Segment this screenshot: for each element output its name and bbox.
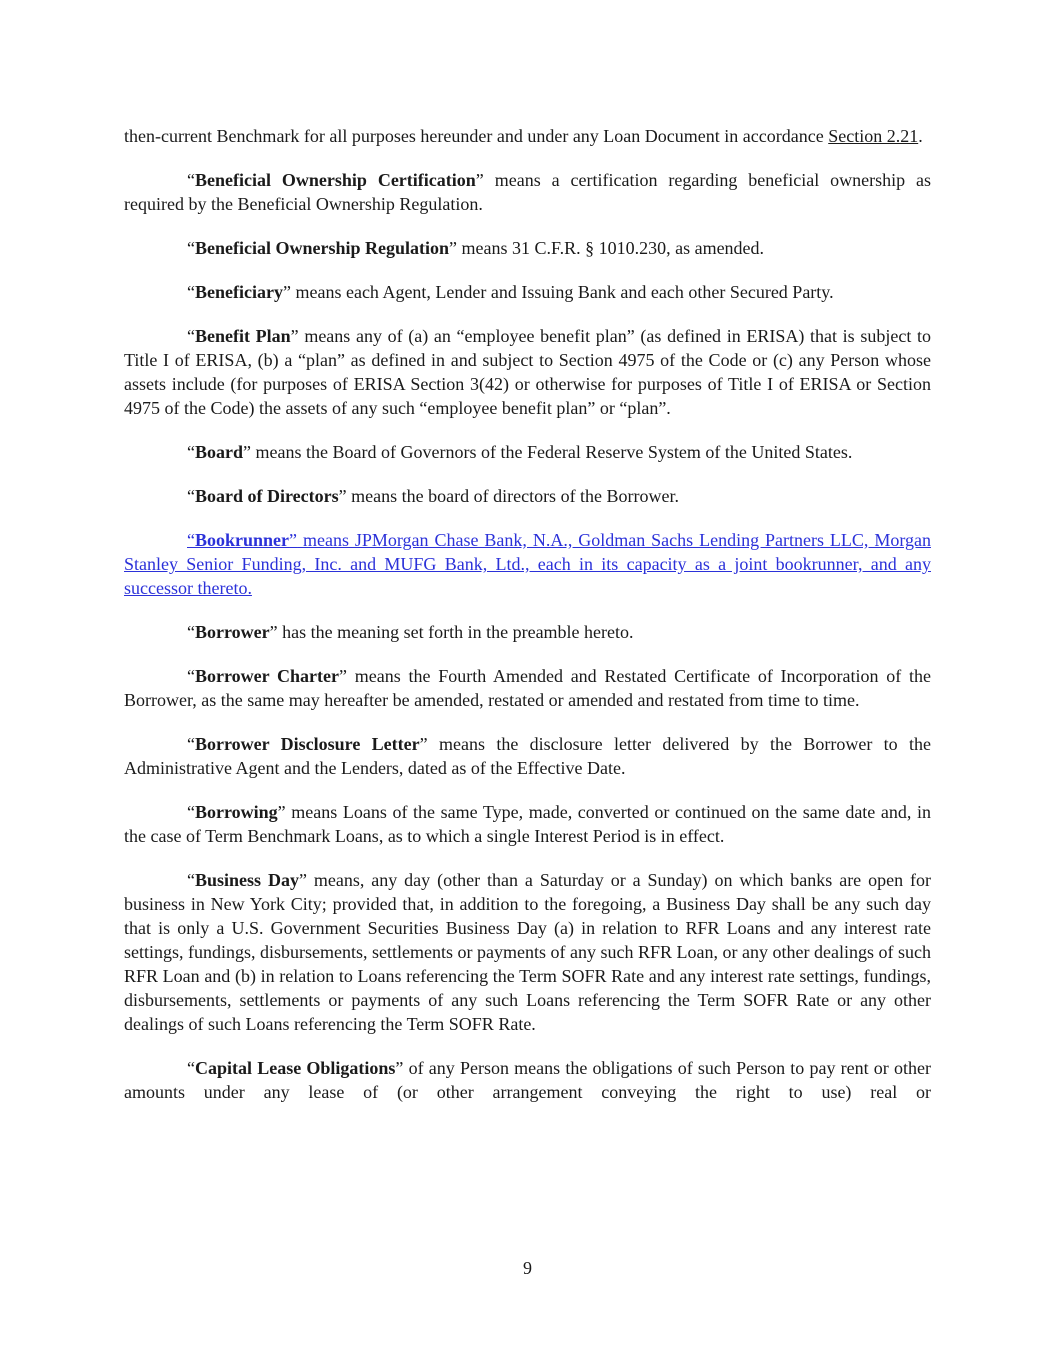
defined-term: Board of Directors bbox=[195, 486, 339, 506]
inserted-definition-paragraph: “Bookrunner” means JPMorgan Chase Bank, N.A., Goldman Sachs Lending Partners LLC, Morgan Stanley Senior Funding, Inc. and MUFG Bank, Ltd., each in its capacity as a joint bookrunner, and any successor thereto. bbox=[124, 530, 931, 598]
defined-term: Bookrunner bbox=[195, 530, 290, 550]
definition-paragraph: “Board” means the Board of Governors of the Federal Reserve System of the United States. bbox=[187, 442, 853, 462]
defined-term: Borrower bbox=[195, 622, 270, 642]
defined-term: Borrower Disclosure Letter bbox=[195, 734, 420, 754]
defined-term: Beneficial Ownership Regulation bbox=[195, 238, 450, 258]
definition-paragraph: “Business Day” means, any day (other than a Saturday or a Sunday) on which banks are open for business in New York City; provided that, in addition to the foregoing, a Business Day shall be any such day that is only a U.S. Government Securities Business Day (a) in relation to RFR Loans and any interest rate settings, fundings, disbursements, settlements or payments of any such RFR Loan, or any other dealings of such RFR Loan and (b) in relation to Loans referencing the Term SOFR Rate and any interest rate settings, fundings, disbursements, settlements or payments of any such Loans referencing the Term SOFR Rate or any other dealings of such Loans referencing the Term SOFR Rate. bbox=[124, 870, 931, 1034]
definition-paragraph: “Borrowing” means Loans of the same Type, made, converted or continued on the same date and, in the case of Term Benchmark Loans, as to which a single Interest Period is in effect. bbox=[124, 802, 931, 846]
intro-paragraph: then-current Benchmark for all purposes hereunder and under any Loan Document in accordance Section 2.21. bbox=[124, 126, 923, 146]
defined-term: Beneficial Ownership Certification bbox=[195, 170, 476, 190]
page-number: 9 bbox=[523, 1258, 532, 1278]
definition-paragraph: “Beneficiary” means each Agent, Lender and Issuing Bank and each other Secured Party. bbox=[187, 282, 834, 302]
defined-term: Board bbox=[195, 442, 244, 462]
definition-paragraph: “Borrower Charter” means the Fourth Amended and Restated Certificate of Incorporation of the Borrower, as the same may hereafter be amended, restated or amended and restated from time to time. bbox=[124, 666, 931, 710]
definition-paragraph: “Board of Directors” means the board of directors of the Borrower. bbox=[187, 486, 680, 506]
section-reference-link[interactable]: Section 2.21 bbox=[828, 126, 919, 146]
defined-term: Borrowing bbox=[195, 802, 278, 822]
document-body bbox=[124, 124, 931, 1124]
defined-term: Benefit Plan bbox=[195, 326, 291, 346]
definition-paragraph: “Benefit Plan” means any of (a) an “employee benefit plan” (as defined in ERISA) that is subject to Title I of ERISA, (b) a “plan” as defined in and subject to Section 4975 of the Code or (c) any Person whose assets include (for purposes of ERISA Section 3(42) or otherwise for purposes of Title I of ERISA or Section 4975 of the Code) the assets of any such “employee benefit plan” or “plan”. bbox=[124, 326, 931, 418]
defined-term: Capital Lease Obligations bbox=[195, 1058, 396, 1078]
definition-paragraph: “Beneficial Ownership Certification” means a certification regarding beneficial ownership as required by the Beneficial Ownership Regulation. bbox=[124, 170, 932, 214]
definition-paragraph: “Beneficial Ownership Regulation” means 31 C.F.R. § 1010.230, as amended. bbox=[187, 238, 765, 258]
defined-term: Borrower Charter bbox=[195, 666, 340, 686]
defined-term: Beneficiary bbox=[195, 282, 283, 302]
definition-paragraph: “Capital Lease Obligations” of any Person means the obligations of such Person to pay rent or other amounts under any lease of (or other arrangement conveying the right to use) real or bbox=[124, 1058, 931, 1102]
defined-term: Business Day bbox=[195, 870, 299, 890]
definition-paragraph: “Borrower Disclosure Letter” means the disclosure letter delivered by the Borrower to the Administrative Agent and the Lenders, dated as of the Effective Date. bbox=[124, 734, 931, 778]
definition-paragraph: “Borrower” has the meaning set forth in the preamble hereto. bbox=[187, 622, 634, 642]
